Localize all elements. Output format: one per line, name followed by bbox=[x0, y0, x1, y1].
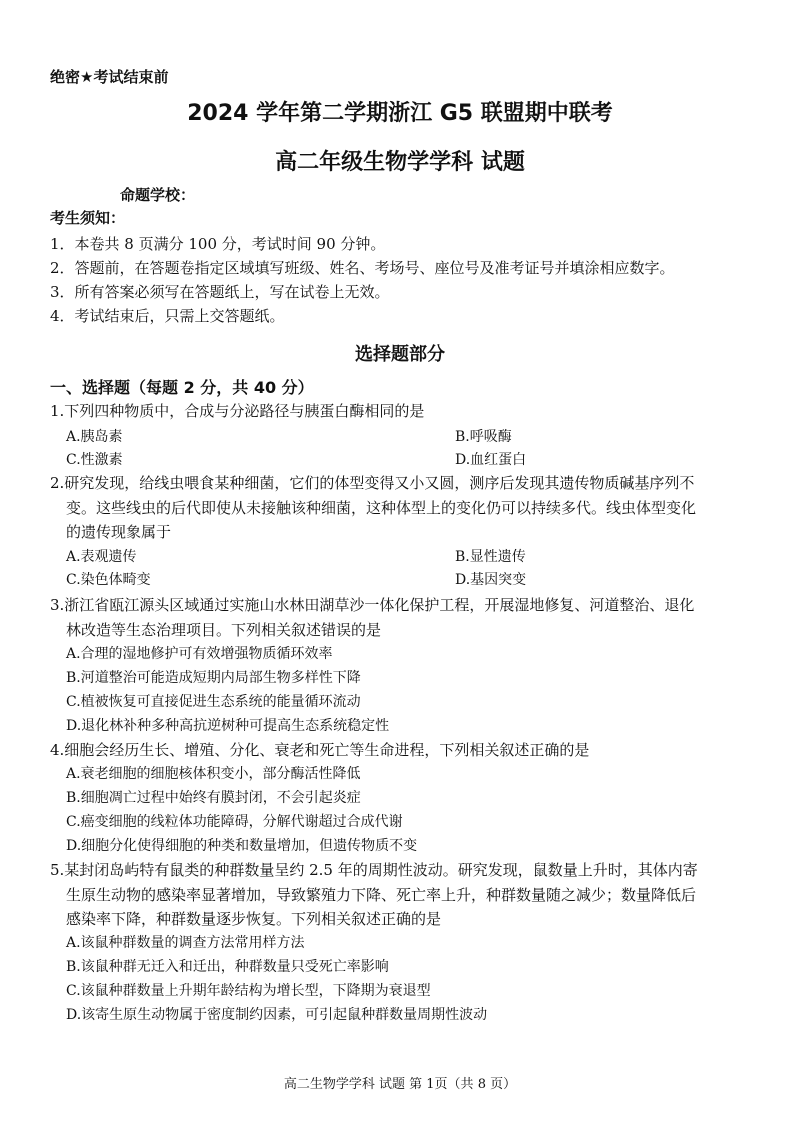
notice-heading: 考生须知： bbox=[50, 209, 126, 227]
question-5-option-c: C.该鼠种群数量上升期年龄结构为增长型，下降期为衰退型 bbox=[66, 983, 431, 999]
question-2-option-a: A.表观遗传 bbox=[66, 549, 137, 565]
question-3-option-a: A.合理的湿地修护可有效增强物质循环效率 bbox=[66, 646, 333, 662]
question-2-stem: 变。这些线虫的后代即使从未接触该种细菌，这种体型上的变化仍可以持续多代。线虫体型变化 bbox=[66, 499, 697, 517]
question-4-option-d: D.细胞分化使得细胞的种类和数量增加，但遗传物质不变 bbox=[66, 838, 418, 854]
exam-subtitle: 高二年级生物学学科 试题 bbox=[275, 150, 525, 175]
question-5-stem: 感染率下降，种群数量逐步恢复。下列相关叙述正确的是 bbox=[66, 910, 442, 928]
question-5-stem: 5.某封闭岛屿特有鼠类的种群数量呈约 2.5 年的周期性波动。研究发现，鼠数量上升时，其体内寄 bbox=[50, 861, 698, 879]
question-3-stem: 3.浙江省瓯江源头区域通过实施山水林田湖草沙一体化保护工程，开展湿地修复、河道整治、退化 bbox=[50, 596, 695, 614]
question-1-option-a: A.胰岛素 bbox=[66, 429, 123, 445]
question-3-stem: 林改造等生态治理项目。下列相关叙述错误的是 bbox=[66, 621, 382, 639]
confidential-label: 绝密★考试结束前 bbox=[50, 68, 169, 86]
question-4-option-c: C.癌变细胞的线粒体功能障碍，分解代谢超过合成代谢 bbox=[66, 814, 403, 830]
question-2-option-b: B.显性遗传 bbox=[455, 549, 526, 565]
notice-item: 4．考试结束后，只需上交答题纸。 bbox=[50, 307, 285, 325]
question-5-stem: 生原生动物的感染率显著增加，导致繁殖力下降、死亡率上升，种群数量随之减少；数量降低后 bbox=[66, 886, 697, 904]
section-title: 选择题部分 bbox=[355, 344, 445, 365]
question-5-option-a: A.该鼠种群数量的调查方法常用样方法 bbox=[66, 935, 305, 951]
part-heading: 一、选择题（每题 2 分，共 40 分） bbox=[50, 378, 314, 397]
notice-item: 3．所有答案必须写在答题纸上，写在试卷上无效。 bbox=[50, 283, 390, 301]
question-1-option-d: D.血红蛋白 bbox=[455, 452, 527, 468]
page-footer: 高二生物学学科 试题 第 1页（共 8 页） bbox=[283, 1077, 517, 1092]
question-2-option-d: D.基因突变 bbox=[455, 572, 527, 588]
question-3-option-b: B.河道整治可能造成短期内局部生物多样性下降 bbox=[66, 670, 361, 686]
question-4-option-b: B.细胞凋亡过程中始终有膜封闭，不会引起炎症 bbox=[66, 790, 361, 806]
question-2-stem: 2.研究发现，给线虫喂食某种细菌，它们的体型变得又小又圆，测序后发现其遗传物质碱基序列不 bbox=[50, 474, 695, 492]
question-4-option-a: A.衰老细胞的细胞核体积变小，部分酶活性降低 bbox=[66, 766, 361, 782]
question-2-stem: 的遗传现象属于 bbox=[66, 523, 172, 541]
notice-item: 2．答题前，在答题卷指定区域填写班级、姓名、考场号、座位号及准考证号并填涂相应数字。 bbox=[50, 259, 675, 277]
question-1-stem: 1.下列四种物质中，合成与分泌路径与胰蛋白酶相同的是 bbox=[50, 402, 425, 420]
exam-title: 2024 学年第二学期浙江 G5 联盟期中联考 bbox=[187, 101, 613, 126]
school-label: 命题学校： bbox=[120, 186, 196, 204]
notice-item: 1．本卷共 8 页满分 100 分，考试时间 90 分钟。 bbox=[50, 235, 386, 253]
question-4-stem: 4.细胞会经历生长、增殖、分化、衰老和死亡等生命进程，下列相关叙述正确的是 bbox=[50, 741, 590, 759]
question-3-option-d: D.退化林补种多种高抗逆树种可提高生态系统稳定性 bbox=[66, 718, 390, 734]
question-1-option-c: C.性激素 bbox=[66, 452, 123, 468]
question-5-option-b: B.该鼠种群无迁入和迁出，种群数量只受死亡率影响 bbox=[66, 959, 389, 975]
question-5-option-d: D.该寄生原生动物属于密度制约因素，可引起鼠种群数量周期性波动 bbox=[66, 1007, 488, 1023]
question-3-option-c: C.植被恢复可直接促进生态系统的能量循环流动 bbox=[66, 694, 361, 710]
question-2-option-c: C.染色体畸变 bbox=[66, 572, 151, 588]
question-1-option-b: B.呼吸酶 bbox=[455, 429, 512, 445]
